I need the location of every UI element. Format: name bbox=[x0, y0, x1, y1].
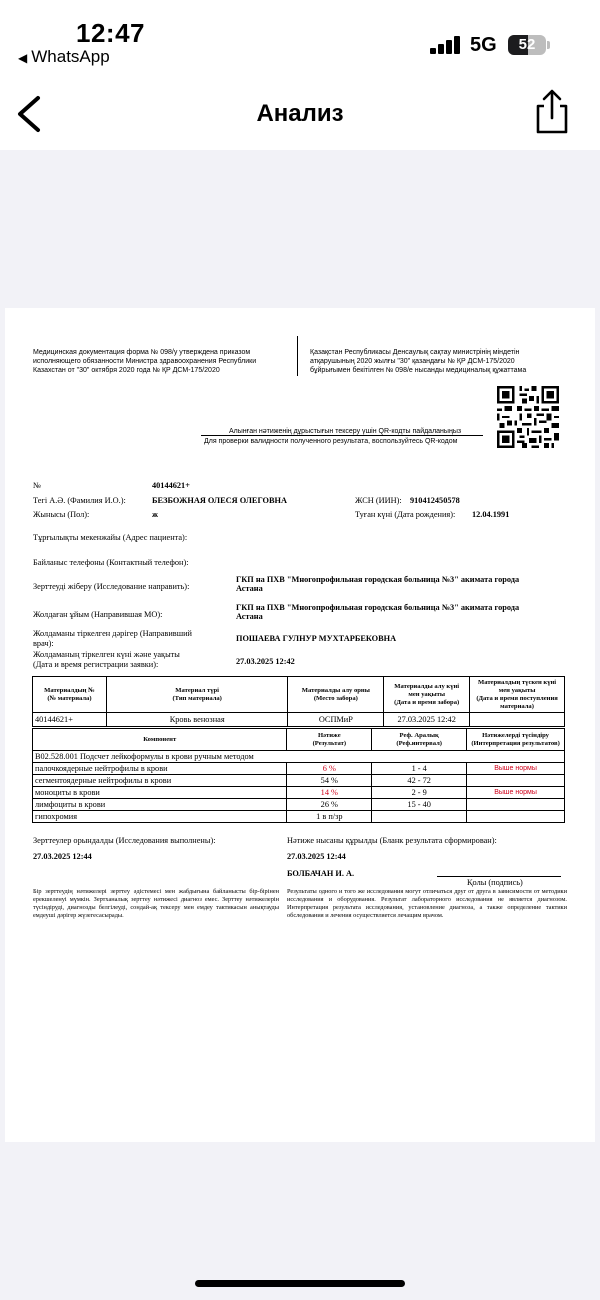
home-indicator[interactable] bbox=[195, 1280, 405, 1287]
results-table bbox=[32, 728, 565, 823]
material-col-date: Материалды алу күні мен уақыты (Дата и время забора) bbox=[384, 677, 470, 713]
back-app-label: WhatsApp bbox=[31, 47, 110, 66]
qr-code-icon[interactable] bbox=[495, 386, 561, 448]
header-left: Медицинская документация форма № 098/у утверждена приказом исполняющего обязанности Министра здравоохранения Республики Казахстан от "30" октября 2020 года № ҚР ДСМ-175/2020 bbox=[33, 349, 257, 374]
footnote-kz: Бір зерттеудің нәтижелері зерттеу әдістемесі мен жабдығына байланысты бір-бірінен ерекшеленуі мүмкін. Зертханалық зерттеу нәтижесі диагноз емес. Зерттеу нәтижелерін түсіндіруді, диагнозды белгілеуді, сондай-ақ тексеру мен емдеу тактикасын анықтауды емдеуші дәрігер жүзегесасырады. bbox=[33, 888, 279, 919]
completed-value: 27.03.2025 12:44 bbox=[33, 852, 92, 861]
sex-label: Жынысы (Пол): bbox=[33, 510, 90, 519]
cellular-signal-icon bbox=[430, 36, 462, 54]
sent-to-label: Зерттеуді жіберу (Исследование направить): bbox=[33, 582, 190, 591]
material-col-number: Материалдың № (№ материала) bbox=[33, 677, 107, 713]
number-value: 40144621+ bbox=[152, 481, 190, 490]
number-label: № bbox=[33, 481, 41, 490]
table-row: моноциты в крови 14 % 2 - 9 Выше нормы bbox=[33, 787, 565, 799]
registration-date-label: Жолдаманың тіркелген күні және уақыты (Дата и время регистрации заявки): bbox=[33, 650, 180, 669]
results-col-reference: Реф. Аралық (Реф.интервал) bbox=[372, 729, 467, 751]
results-col-component: Компонент bbox=[33, 729, 287, 751]
qr-hint-kz: Алынған нәтиженің дұрыстығын тексеру үшін QR-кодты пайдаланыңыз bbox=[229, 428, 462, 435]
material-col-place: Материалды алу орны (Место забора) bbox=[288, 677, 384, 713]
back-to-app-link[interactable] bbox=[18, 47, 110, 67]
page-title: Анализ bbox=[256, 100, 344, 127]
dob-label: Туған күні (Дата рождения): bbox=[355, 510, 456, 519]
table-row: палочкоядерные нейтрофилы в крови 6 % 1 - 4 Выше нормы bbox=[33, 763, 565, 775]
completed-label: Зерттеулер орындалды (Исследования выполнены): bbox=[33, 836, 216, 845]
patient-name: БЕЗБОЖНАЯ ОЛЕСЯ ОЛЕГОВНА bbox=[152, 496, 287, 505]
phone-label: Байланыс телефоны (Контактный телефон): bbox=[33, 558, 189, 567]
navigation-bar bbox=[0, 80, 600, 150]
org-label: Жолдаған ұйым (Направившая МО): bbox=[33, 610, 163, 619]
material-table bbox=[32, 676, 565, 727]
status-bar bbox=[0, 0, 600, 80]
table-row: лимфоциты в крови 26 % 15 - 40 bbox=[33, 799, 565, 811]
formed-value: 27.03.2025 12:44 bbox=[287, 852, 346, 861]
dob-value: 12.04.1991 bbox=[472, 510, 510, 519]
iin-value: 910412450578 bbox=[410, 496, 460, 505]
results-col-interpretation: Нәтижелерді түсіндіру (Интерпретация результатов) bbox=[467, 729, 565, 751]
clock: 12:47 bbox=[76, 18, 145, 48]
formed-label: Нәтиже нысаны құрылды (Бланк результата сформирован): bbox=[287, 836, 497, 845]
battery-icon bbox=[508, 35, 546, 55]
sent-to-value: ГКП на ПХВ "Многопрофильная городская больница №3" акимата города Астана bbox=[236, 575, 520, 593]
results-section-title: B02.528.001 Подсчет лейкоформулы в крови ручным методом bbox=[33, 751, 565, 763]
back-triangle-icon: ◀ bbox=[18, 51, 28, 65]
network-type: 5G bbox=[470, 34, 497, 56]
name-label: Тегі А.Ә. (Фамилия И.О.): bbox=[33, 496, 126, 505]
doctor-value: ПОШАЕВА ГУЛНУР МУХТАРБЕКОВНА bbox=[236, 634, 397, 643]
qr-hint-ru: Для проверки валидности полученного результата, воспользуйтесь QR-кодом bbox=[204, 438, 458, 445]
iin-label: ЖСН (ИИН): bbox=[355, 496, 402, 505]
material-col-received: Материалдың түскен күні мен уақыты (Дата и время поступления материала) bbox=[470, 677, 565, 713]
table-row: сегментоядерные нейтрофилы в крови 54 % 42 - 72 bbox=[33, 775, 565, 787]
material-col-type: Материал түрі (Тип материала) bbox=[106, 677, 288, 713]
results-col-result: Нәтиже (Результат) bbox=[287, 729, 372, 751]
sex-value: ж bbox=[152, 510, 159, 519]
doctor-label: Жолдаманы тіркелген дәрігер (Направивший врач): bbox=[33, 629, 192, 648]
signer-name: БОЛБАЧАН И. А. bbox=[287, 869, 355, 878]
registration-date-value: 27.03.2025 12:42 bbox=[236, 657, 295, 666]
table-row: гипохромия 1 в п/зр bbox=[33, 811, 565, 823]
header-right: Қазақстан Республикасы Денсаулық сақтау министрінің міндетін атқарушының 2020 жылғы "30" қазандағы № ҚР ДСМ-175/2020 бұйрығымен бекітілген № 098/е нысанды медициналық құжаттама bbox=[310, 349, 527, 374]
battery-level: 52 bbox=[518, 36, 536, 53]
signature-label: Қолы (подпись) bbox=[467, 878, 523, 887]
analysis-document bbox=[5, 308, 595, 1142]
org-value: ГКП на ПХВ "Многопрофильная городская больница №3" акимата города Астана bbox=[236, 603, 520, 621]
material-row: 40144621+ Кровь венозная ОСПМиР 27.03.2025 12:42 bbox=[33, 713, 565, 727]
address-label: Тұрғылықты мекенжайы (Адрес пациента): bbox=[33, 533, 188, 542]
footnote-ru: Результаты одного и того же исследования могут отличаться друг от друга в зависимости от методики исследования и оборудования. Результат лабораторного исследования не является диагнозом. Интерпретация результата исследования, установление диагноза, а также определение тактики обследования и лечения осуществляется лечащим врачом. bbox=[287, 888, 567, 919]
share-icon[interactable] bbox=[530, 88, 574, 136]
